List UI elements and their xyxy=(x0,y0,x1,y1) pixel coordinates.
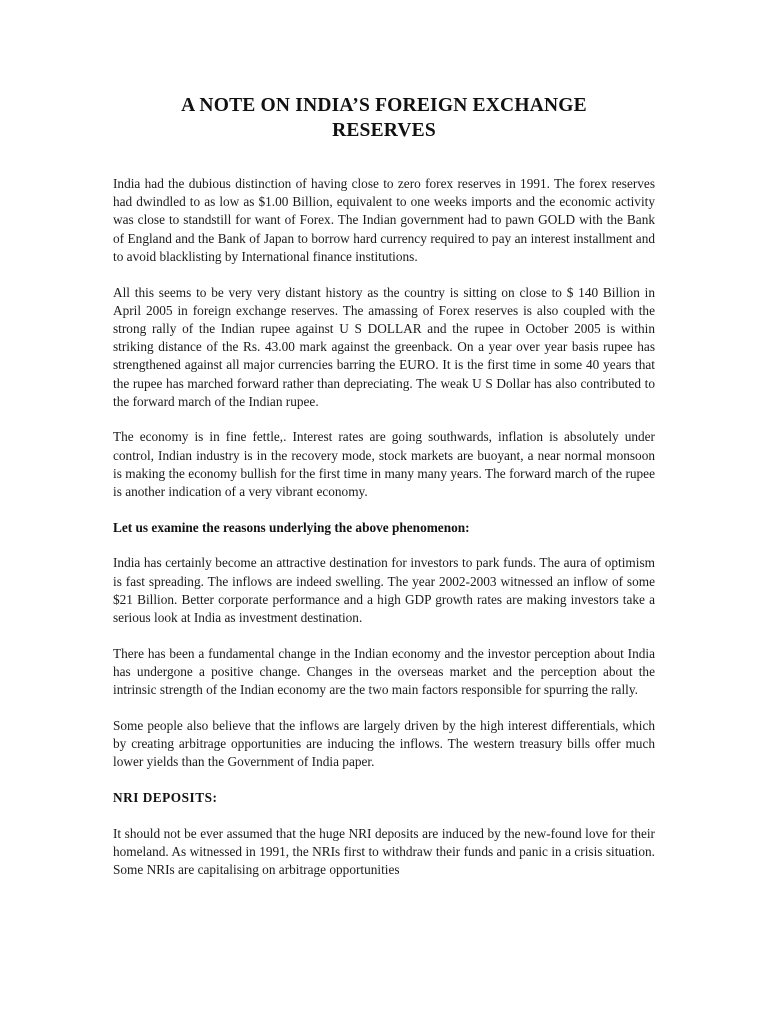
document-body xyxy=(113,93,655,897)
paragraph-investors: India has certainly become an attractive destination for investors to park funds. The aura of optimism is fast spreading. The inflows are indeed swelling. The year 2002-2003 witnessed an inflow of some $21 Billion. Better corporate performance and a high GDP growth rates are making investors take a serious look at India as investment destination. xyxy=(113,555,655,626)
paragraph-interest-differentials: Some people also believe that the inflows are largely driven by the high interest differentials, which by creating arbitrage opportunities are inducing the inflows. The western treasury bills offer much lower yields than the Government of India paper. xyxy=(113,717,655,770)
title-line-1: A NOTE ON INDIA’S FOREIGN EXCHANGE xyxy=(181,95,587,116)
document-title xyxy=(113,93,655,143)
paragraph-nri: It should not be ever assumed that the huge NRI deposits are induced by the new-found love for their homeland. As witnessed in 1991, the NRIs first to withdraw their funds and panic in a crisis situation. Some NRIs are capitalising on arbitrage opportunities xyxy=(113,825,655,878)
heading-nri-deposits: NRI DEPOSITS: xyxy=(113,789,218,805)
paragraph-perception: There has been a fundamental change in the Indian economy and the investor perception about India has undergone a positive change. Changes in the overseas market and the perception about the intrinsic strength of the Indian economy are the two main factors responsible for spurring the rally. xyxy=(113,645,655,698)
heading-reasons: Let us examine the reasons underlying the above phenomenon: xyxy=(113,519,470,535)
title-line-2: RESERVES xyxy=(332,120,436,141)
paragraph-1991-reserves: India had the dubious distinction of having close to zero forex reserves in 1991. The forex reserves had dwindled to as low as $1.00 Billion, equivalent to one weeks imports and the economic activity was close to standstill for want of Forex. The Indian government had to pawn GOLD with the Bank of England and the Bank of Japan to borrow hard currency required to pay an interest installment and to avoid blacklisting by International finance institutions. xyxy=(113,176,655,264)
paragraph-economy: The economy is in fine fettle,. Interest rates are going southwards, inflation is absolutely under control, Indian industry is in the recovery mode, stock markets are buoyant, a near normal monsoon is making the economy bullish for the first time in many many years. The forward march of the rupee is another indication of a very vibrant economy. xyxy=(113,429,655,500)
paragraph-2005-reserves: All this seems to be very very distant history as the country is sitting on close to $ 140 Billion in April 2005 in foreign exchange reserves. The amassing of Forex reserves is also coupled with the strong rally of the Indian rupee against U S DOLLAR and the rupee in October 2005 is within striking distance of the Rs. 43.00 mark against the greenback. On a year over year basis rupee has strengthened against all major currencies barring the EURO. It is the first time in some 40 years that the rupee has marched forward rather than depreciating. The weak U S Dollar has also contributed to the forward march of the Indian rupee. xyxy=(113,284,655,409)
